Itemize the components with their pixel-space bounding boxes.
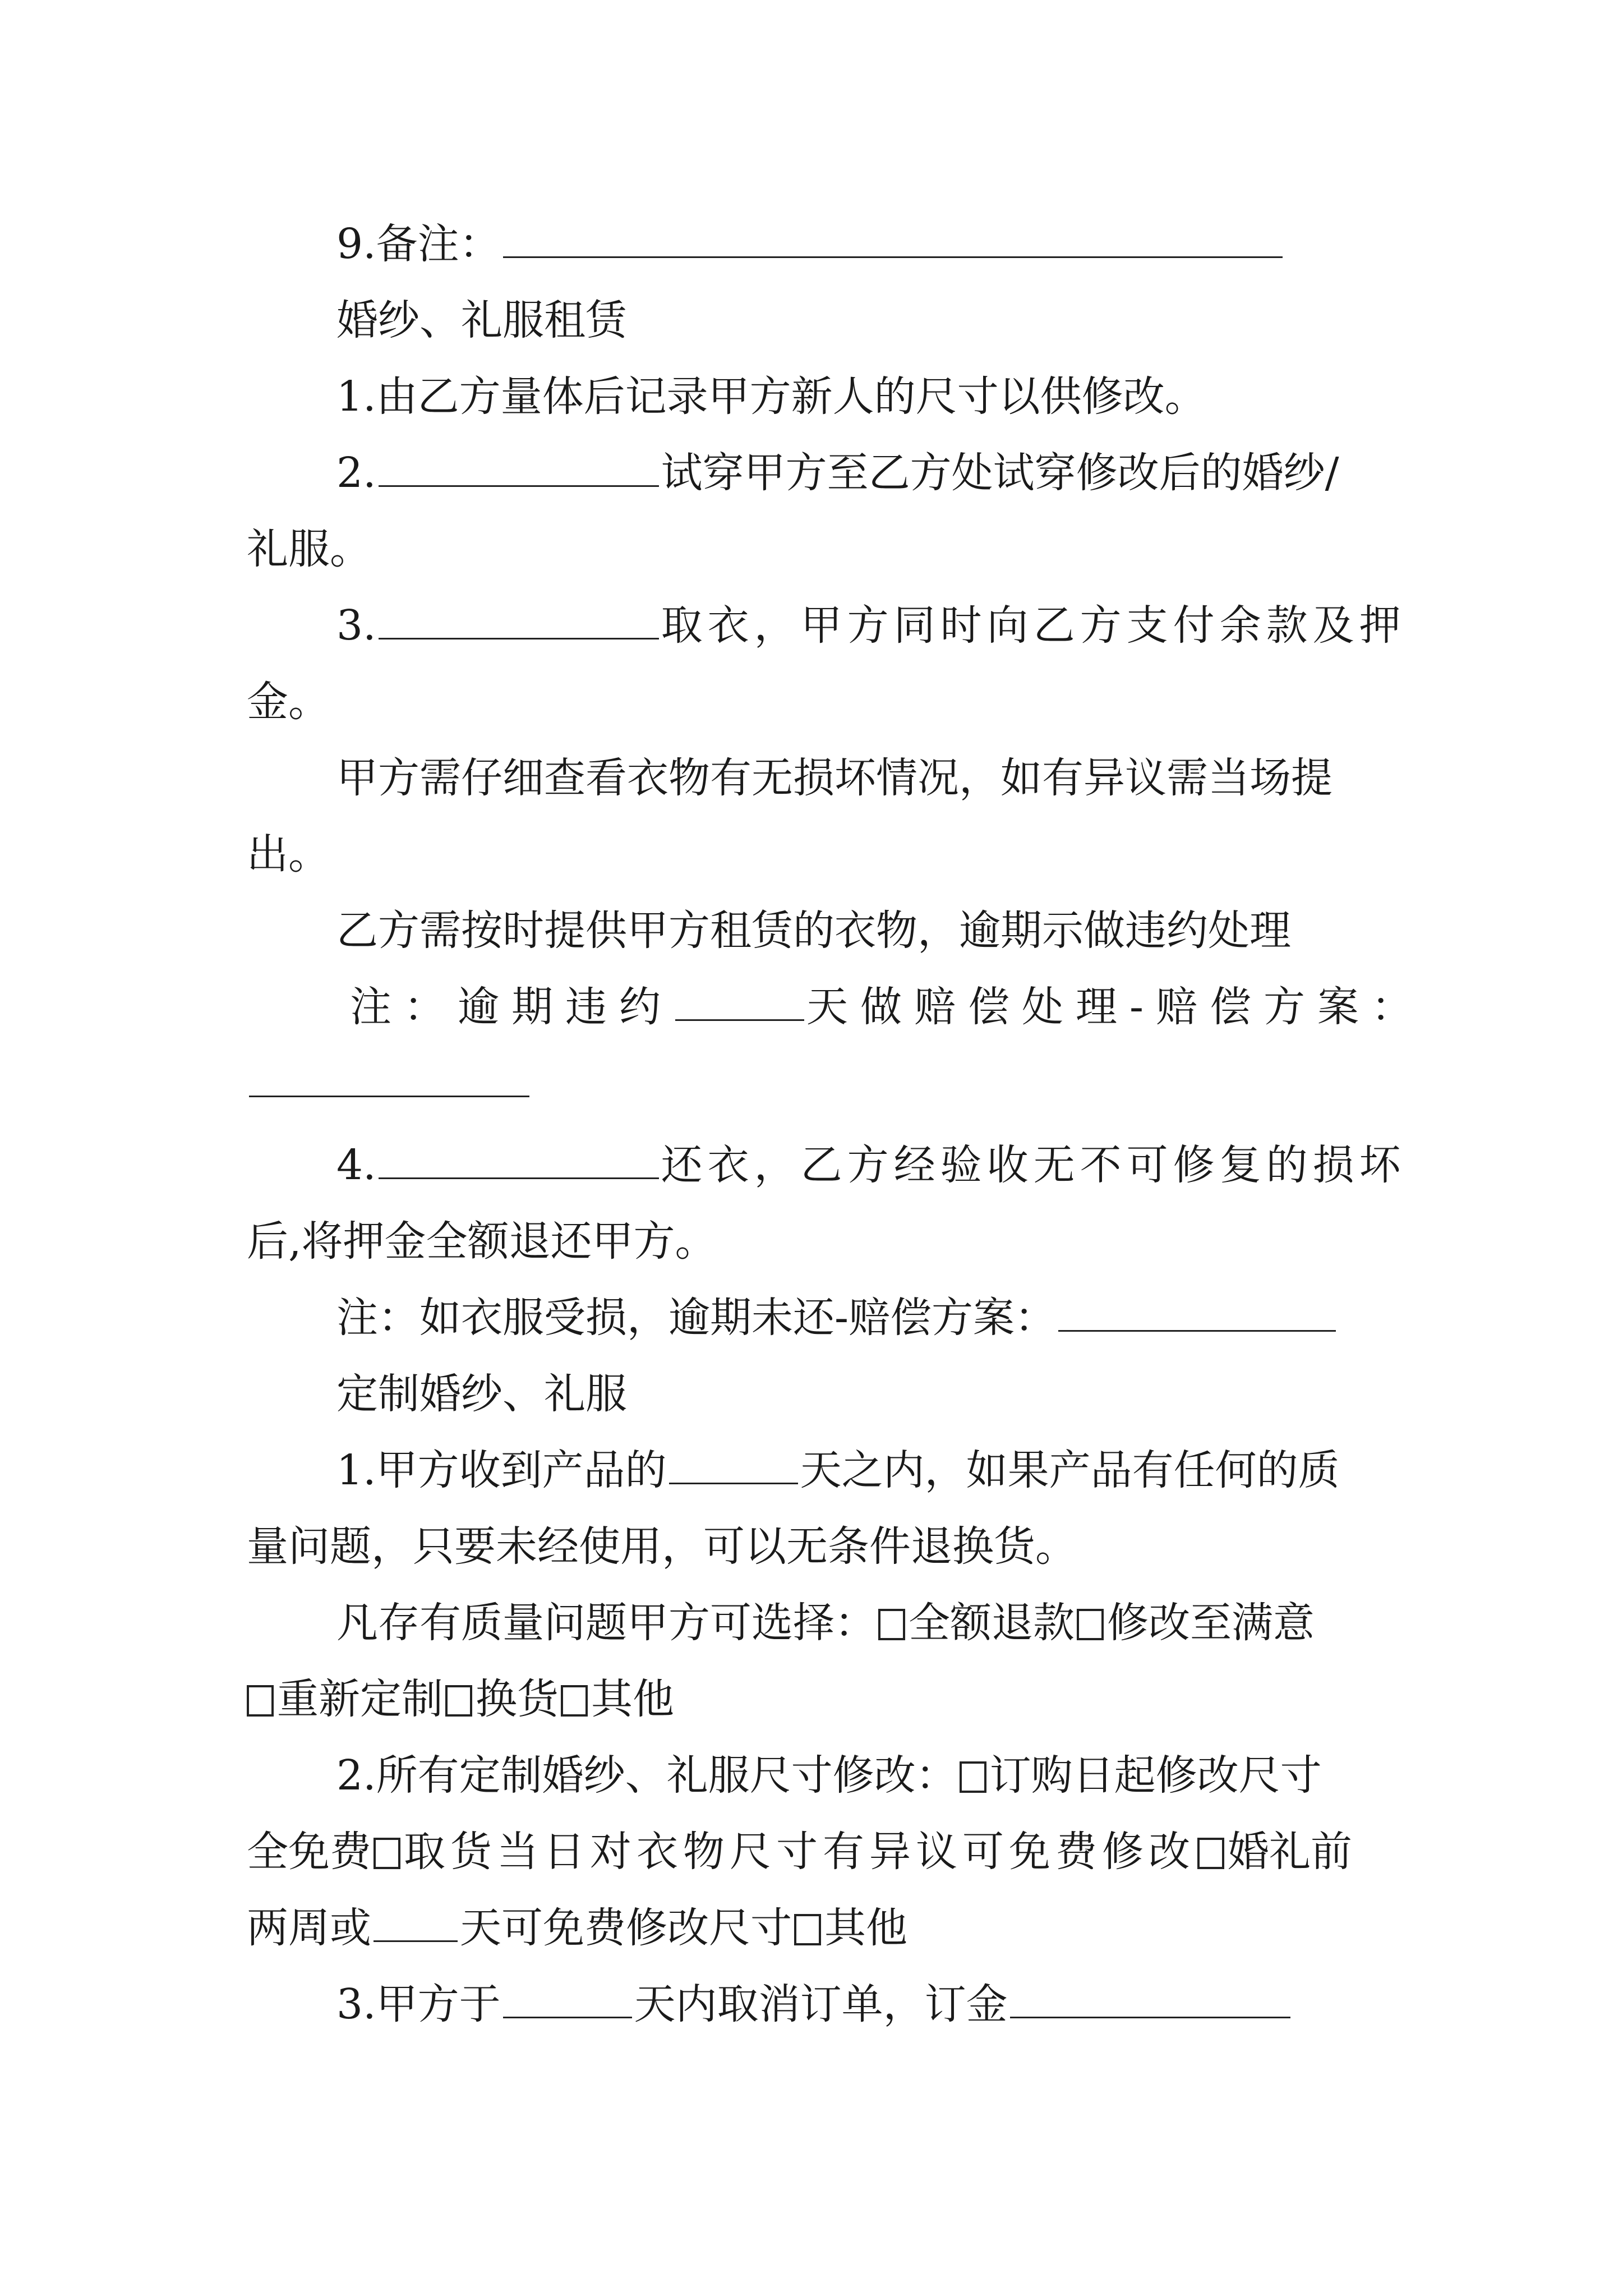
custom-item-1: 1.甲方收到产品的 天之内，如果产品有任何的质 [336,1446,1340,1494]
custom-item-1-cont: 量问题，只要未经使用，可以无条件退换货。 [247,1522,1077,1571]
remarks-blank[interactable] [503,224,1283,258]
damage-compensation-blank[interactable] [1058,1297,1336,1332]
custom-item-2: 2.所有定制婚纱、礼服尺寸修改： 订购日起修改尺寸 [336,1751,1322,1800]
rental-item-4-cont: 后,将押金全额退还甲方。 [247,1217,717,1266]
rental-item-2: 2. 试穿甲方至乙方处试穿修改后的婚纱/ [336,449,1339,497]
return-date-blank[interactable] [379,1145,659,1179]
pickup-day-checkbox[interactable] [374,1838,400,1869]
remarks-line [336,213,1285,275]
full-refund-checkbox[interactable] [878,1609,905,1640]
overdue-note-cont [247,1052,532,1114]
other-checkbox[interactable] [561,1685,588,1717]
exchange-checkbox[interactable] [445,1685,472,1717]
fitting-date-blank[interactable] [379,453,659,487]
free-modify-days-blank[interactable] [374,1908,458,1942]
section-title-rental: 婚纱、礼服租赁 [336,296,627,344]
before-wedding-checkbox[interactable] [1197,1838,1224,1869]
rental-item-1: 1.由乙方量体后记录甲方新人的尺寸以供修改。 [336,372,1206,421]
modify-checkbox[interactable] [1077,1609,1104,1640]
custom-item-2-cont: 全免费 取货当日对衣物尺寸有异议可免费修改 婚礼前 [247,1828,1352,1876]
overdue-days-blank[interactable] [675,987,804,1021]
rental-item-2-cont: 礼服。 [247,525,371,573]
modify-other-checkbox[interactable] [794,1914,821,1945]
overdue-note: 注：逾期违约 天做赔偿处理-赔偿方案： [350,983,1426,1031]
return-window-days-blank[interactable] [669,1450,798,1484]
pickup-date-blank[interactable] [379,605,659,639]
remake-checkbox[interactable] [247,1685,274,1717]
free-from-order-checkbox[interactable] [960,1761,986,1793]
rental-item-3: 3. 取衣，甲方同时向乙方支付余款及押 [336,601,1406,650]
cancel-days-blank[interactable] [503,1984,632,2018]
rental-item-3-cont: 金。 [247,678,330,726]
on-time-paragraph: 乙方需按时提供甲方租赁的衣物，逾期示做违约处理 [336,907,1291,955]
quality-options: 凡存有质量问题甲方可选择： 全额退款 修改至满意 [336,1599,1315,1647]
quality-options-cont: 重新定制 换货 其他 [247,1668,674,1730]
remarks-label: 9.备注： [336,220,501,268]
rental-item-4: 4. 还衣，乙方经验收无不可修复的损坏 [336,1141,1406,1189]
overdue-compensation-blank[interactable] [249,1063,529,1097]
section-title-custom: 定制婚纱、礼服 [336,1370,627,1418]
custom-item-3: 3.甲方于 天内取消订单，订金 [336,1973,1293,2035]
damage-note: 注：如衣服受损，逾期未还-赔偿方案： [336,1287,1338,1349]
deposit-terms-blank[interactable] [1010,1984,1290,2018]
custom-item-2-cont2: 两周或 天可免费修改尺寸 其他 [247,1904,907,1952]
inspection-paragraph: 甲方需仔细查看衣物有无损坏情况，如有异议需当场提 [336,754,1332,802]
inspection-paragraph-cont: 出。 [247,830,330,878]
